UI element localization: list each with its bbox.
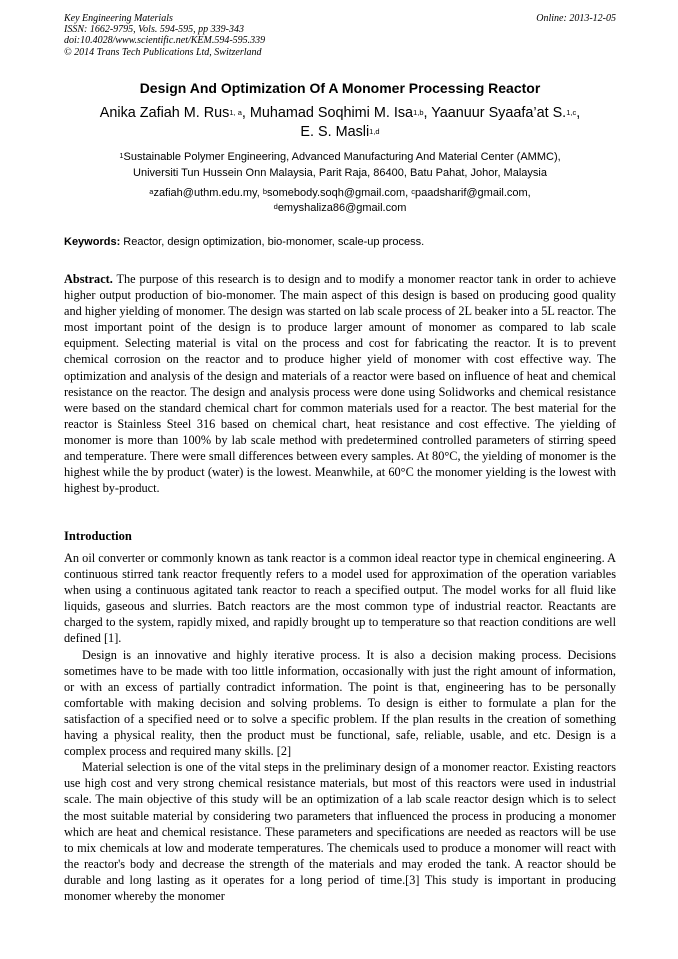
paragraph: Material selection is one of the vital steps in the preliminary design of a monomer reactor. Existing reactors use high cost and very strong chemical resistance materials, but most of this reactors were used in industrial scale. The main objective of this study will be an optimization of a lab scale reactor design which is to select the most suitable material by considering two parameters that influenced the process in producing a monomer which are heat and chemical resistance. These parameters and specifications are needed as reactors will be use to mix chemicals at low and moderate temperatures. The chemicals used to produce a monomer will react with the reactor's body and decrease the strength of the materials and may eroded the tank. A reactor should be durable and long lasting as it operates for a long period of time.[3] This study is important in producing monomer whereby the monomer	[64, 760, 616, 903]
paper-title: Design And Optimization Of A Monomer Processing Reactor	[139, 80, 541, 96]
affiliation-line: Universiti Tun Hussein Onn Malaysia, Parit Raja, 86400, Batu Pahat, Johor, Malaysia	[133, 167, 547, 179]
email-mark: a	[149, 187, 154, 196]
email-mark: d	[273, 201, 278, 211]
author-separator: ,	[241, 105, 250, 121]
email-mark: b	[262, 187, 268, 196]
email-address: zafiah@uthm.edu.my,	[153, 187, 263, 199]
email-mark: c	[411, 187, 416, 196]
abstract	[64, 271, 616, 496]
author-affiliation-mark: 1,d	[369, 127, 380, 136]
email-address: somebody.soqh@gmail.com,	[267, 187, 412, 199]
author-list	[64, 104, 616, 142]
author-name: E. S. Masli	[300, 124, 370, 140]
author-affiliation-mark: 1,c	[566, 108, 577, 117]
abstract-label: Abstract.	[64, 272, 113, 286]
paragraph: An oil converter or commonly known as tank reactor is a common ideal reactor type in chemical engineering. A continuous stirred tank reactor frequently refers to a model used for approximation of the operation variables when using a continuous agitated tank reactor to reach a specified output. The model works for all fluid like liquids, gaseous and slurries. Batch reactors are the most common type of industrial reactor. Reactants are charged to the system, rapidly mixed, and rapidly brought up to temperature so that reaction conditions are well defined [1].	[64, 551, 616, 646]
email-list	[64, 186, 616, 215]
journal-name: Key Engineering Materials	[64, 13, 173, 24]
journal-copyright: © 2014 Trans Tech Publications Ltd, Switzerland	[64, 46, 262, 58]
author-affiliation-mark: 1,b	[413, 108, 424, 117]
online-date: Online: 2013-12-05	[536, 13, 616, 24]
author-name: Yaanuur Syaafa’at S.	[431, 105, 567, 121]
paragraph: Design is an innovative and highly iterative process. It is also a decision making process. Decisions sometimes have to be made with too little information, occasionally with just the right amount of information, or with an excess of partially contradict information. The point is that, engineering has to be personally comfortable with making decision and solving problems. To design is either to formulate a plan for the satisfaction of a specified need or to solve a specific problem. If the plan results in the creation of something having a physical reality, then the product must be functional, safe, reliable, usable, and etc. Design is a complex process and required many skills. [2]	[64, 647, 616, 759]
author-affiliation-mark: 1, a	[229, 108, 242, 117]
keywords-text: Reactor, design optimization, bio-monomer, scale-up process.	[120, 236, 425, 248]
section-heading-introduction: Introduction	[64, 529, 132, 543]
introduction-body	[64, 550, 616, 904]
affiliation-mark: 1	[119, 151, 124, 160]
keywords	[64, 235, 616, 249]
author-name: Muhamad Soqhimi M. Isa	[249, 105, 414, 121]
author-name: Anika Zafiah M. Rus	[99, 105, 230, 121]
journal-header	[64, 13, 616, 58]
keywords-label: Keywords:	[64, 236, 121, 248]
author-separator: ,	[576, 105, 581, 121]
journal-doi: doi:10.4028/www.scientific.net/KEM.594-595.339	[64, 35, 266, 47]
author-separator: ,	[423, 105, 432, 121]
abstract-text: The purpose of this research is to design and to modify a monomer reactor tank in order to achieve higher output production of bio-monomer. The main aspect of this design is based on producing good quality and higher yielding of monomer. The design was started on lab scale process of 2L beaker into a 5L reactor. The most important point of the design is to produce larger amount of monomer as compared to lab scale equipment. Selecting material is vital on the process and cost for fabricating the reactor. It is to prevent chemical corrosion on the reactor and to produce higher yield of monomer with cost effective way. The optimization and analysis of the design and materials of a reactor were based on influence of heat and chemical resistance on the reactor. The design and analysis process were done using Solidworks and chemical resistance were based on the standard chemical chart for common materials used for a reactor. The best material for the reactor is Stainless Steel 316 based on chemical chart, heat resistance and cost effective. The yielding of monomer is more than 100% by lab scale method with predetermined controlled parameters of stirring speed and temperature. There were small differences between every samples. At 80°C, the yielding of monomer is the highest while the by product (water) is the lowest. Meanwhile, at 60°C the monomer yielding is the lowest with highest by-product.	[64, 272, 616, 496]
email-address: emyshaliza86@gmail.com	[277, 201, 407, 214]
journal-issn: ISSN: 1662-9795, Vols. 594-595, pp 339-343	[64, 24, 244, 36]
affiliation	[64, 149, 616, 181]
email-address: paadsharif@gmail.com,	[415, 187, 531, 199]
affiliation-line: Sustainable Polymer Engineering, Advanced Manufacturing And Material Center (AMMC),	[123, 151, 561, 163]
